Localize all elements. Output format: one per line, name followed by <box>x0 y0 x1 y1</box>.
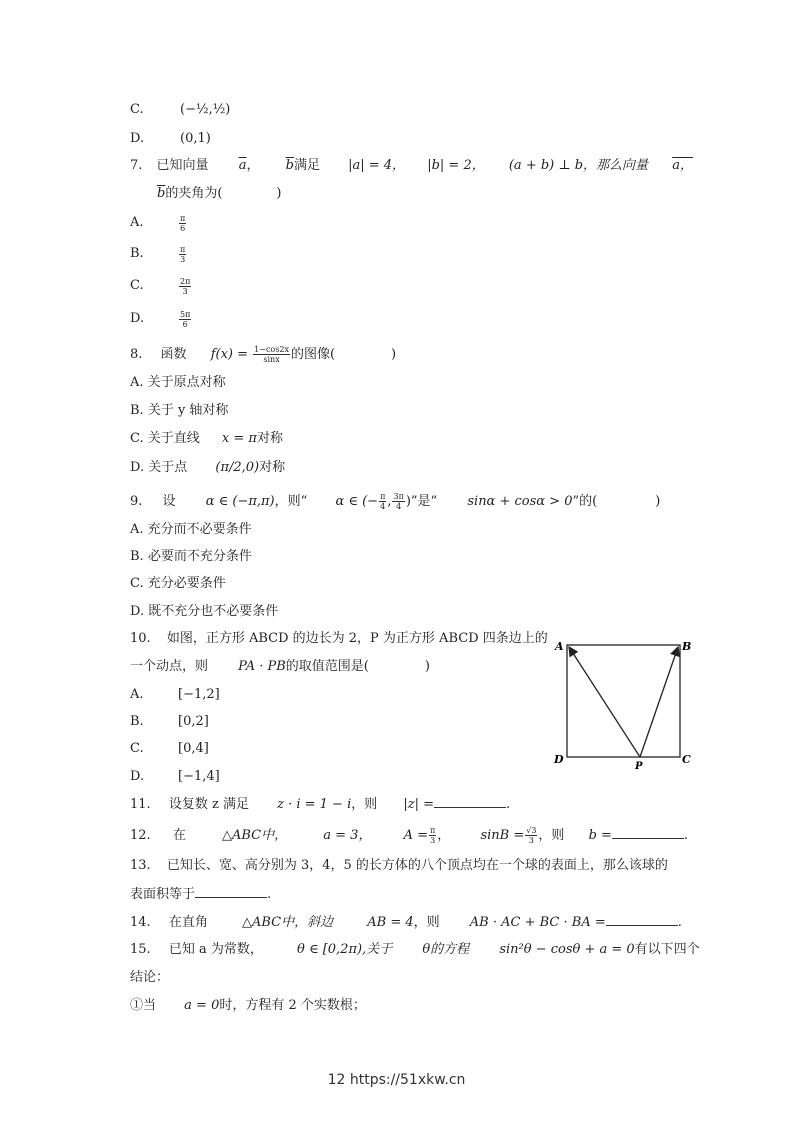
fraction: $\frac{\pi}{3}$ <box>180 245 186 264</box>
answer-blank[interactable] <box>195 885 267 898</box>
label-p: P <box>635 761 643 770</box>
question-number: 10. <box>130 631 151 646</box>
question-15-line3: ①当 a = 0时，方程有 2 个实数根； <box>130 998 366 1013</box>
question-10-line2: 一个动点，则 PA · PB的取值范围是( ) <box>130 659 430 674</box>
option-row: A. $\frac{\pi}{6}$ <box>130 214 186 233</box>
answer-blank[interactable] <box>606 913 678 926</box>
option-row: C. 充分必要条件 <box>130 576 226 591</box>
fraction: $\frac{√3}{3}$ <box>526 826 537 845</box>
question-7-line2: $\overline{b}$的夹角为( ) <box>157 186 282 201</box>
option-text: (0,1) <box>180 131 211 146</box>
label-a: A <box>555 640 564 653</box>
question-number: 7. <box>130 158 143 173</box>
option-row: B. 关于 y 轴对称 <box>130 403 229 418</box>
fraction: $\frac{2\pi}{3}$ <box>180 277 191 296</box>
option-row: A. 关于原点对称 <box>130 375 226 390</box>
question-11: 11. 设复数 z 满足 z · i = 1 − i，则 |z| = . <box>130 797 511 812</box>
option-row: C. $\frac{2\pi}{3}$ <box>130 277 191 296</box>
label-b: B <box>682 640 692 653</box>
square-abcd <box>567 645 680 757</box>
question-14: 14. 在直角 △ABC中，斜边 AB = 4，则 AB · AC + BC · BA = . <box>130 915 682 930</box>
vector-pa <box>569 647 640 757</box>
option-row: B. $\frac{\pi}{3}$ <box>130 245 186 264</box>
fraction: $\frac{3\pi}{4}$ <box>393 492 404 511</box>
vector-pb <box>640 647 678 757</box>
option-row: A. [−1,2] <box>130 687 220 702</box>
square-figure <box>550 635 700 770</box>
option-label: D. <box>130 131 145 146</box>
fraction: $\frac{1-\cos 2x}{\sin x}$ <box>254 345 289 364</box>
option-text: (−½,½) <box>180 102 231 117</box>
option-row: D. 既不充分也不必要条件 <box>130 604 279 619</box>
option-row: D. 关于点 (π/2,0)对称 <box>130 460 286 475</box>
question-number: 8. <box>130 347 143 362</box>
option-row: B. [0,2] <box>130 714 209 729</box>
option-row: C. [0,4] <box>130 741 209 756</box>
fraction: $\frac{\pi}{6}$ <box>180 214 186 233</box>
option-row: C. 关于直线 x = π对称 <box>130 431 283 446</box>
question-15: 15. 已知 a 为常数， θ ∈ [0,2π),关于 θ的方程 sin²θ − cosθ + a = 0有以下四个 <box>130 942 700 957</box>
label-d: D <box>554 753 564 766</box>
fraction: $\frac{\pi}{4}$ <box>380 492 386 511</box>
question-9: 9. 设 α ∈ (−π,π)，则“ α ∈ (− $\frac{\pi}{4}$ , $\frac{3\pi}{4}$ )”是“ sinα + cosα > 0”的( ) <box>130 492 661 511</box>
option-label: C. <box>130 102 144 117</box>
option-row: D. [−1,4] <box>130 769 220 784</box>
answer-blank[interactable] <box>612 826 684 839</box>
question-13: 13. 已知长、宽、高分别为 3，4，5 的长方体的八个顶点均在一个球的表面上，那么该球的 <box>130 858 668 873</box>
option-row: A. 充分而不必要条件 <box>130 522 252 537</box>
page-footer: 12 https://51xkw.cn <box>327 1072 466 1088</box>
fraction: $\frac{\pi}{3}$ <box>430 826 436 845</box>
label-c: C <box>682 753 691 766</box>
question-12: 12. 在 △ABC中， a = 3， A = $\frac{\pi}{3}$ ， sinB = $\frac{√3}{3}$ ，则 b = . <box>130 826 689 845</box>
question-7: 7. 已知向量 $\overline{a}$， $\overline{b}$满足 |a| = 4， |b| = 2， (a + b) ⊥ b，那么向量 a， <box>130 158 693 173</box>
question-10: 10. 如图，正方形 ABCD 的边长为 2，P 为正方形 ABCD 四条边上的 <box>130 631 548 646</box>
question-number: 9. <box>130 494 143 509</box>
question-8: 8. 函数 f(x) = $\frac{1-\cos 2x}{\sin x}$ 的图像( ) <box>130 345 397 364</box>
question-15-line2: 结论： <box>130 970 170 985</box>
answer-blank[interactable] <box>434 795 506 808</box>
question-13-line2: 表面积等于 . <box>130 887 272 902</box>
option-row: B. 必要而不充分条件 <box>130 549 252 564</box>
option-row: D. $\frac{5\pi}{6}$ <box>130 310 191 329</box>
fraction: $\frac{5\pi}{6}$ <box>180 310 191 329</box>
